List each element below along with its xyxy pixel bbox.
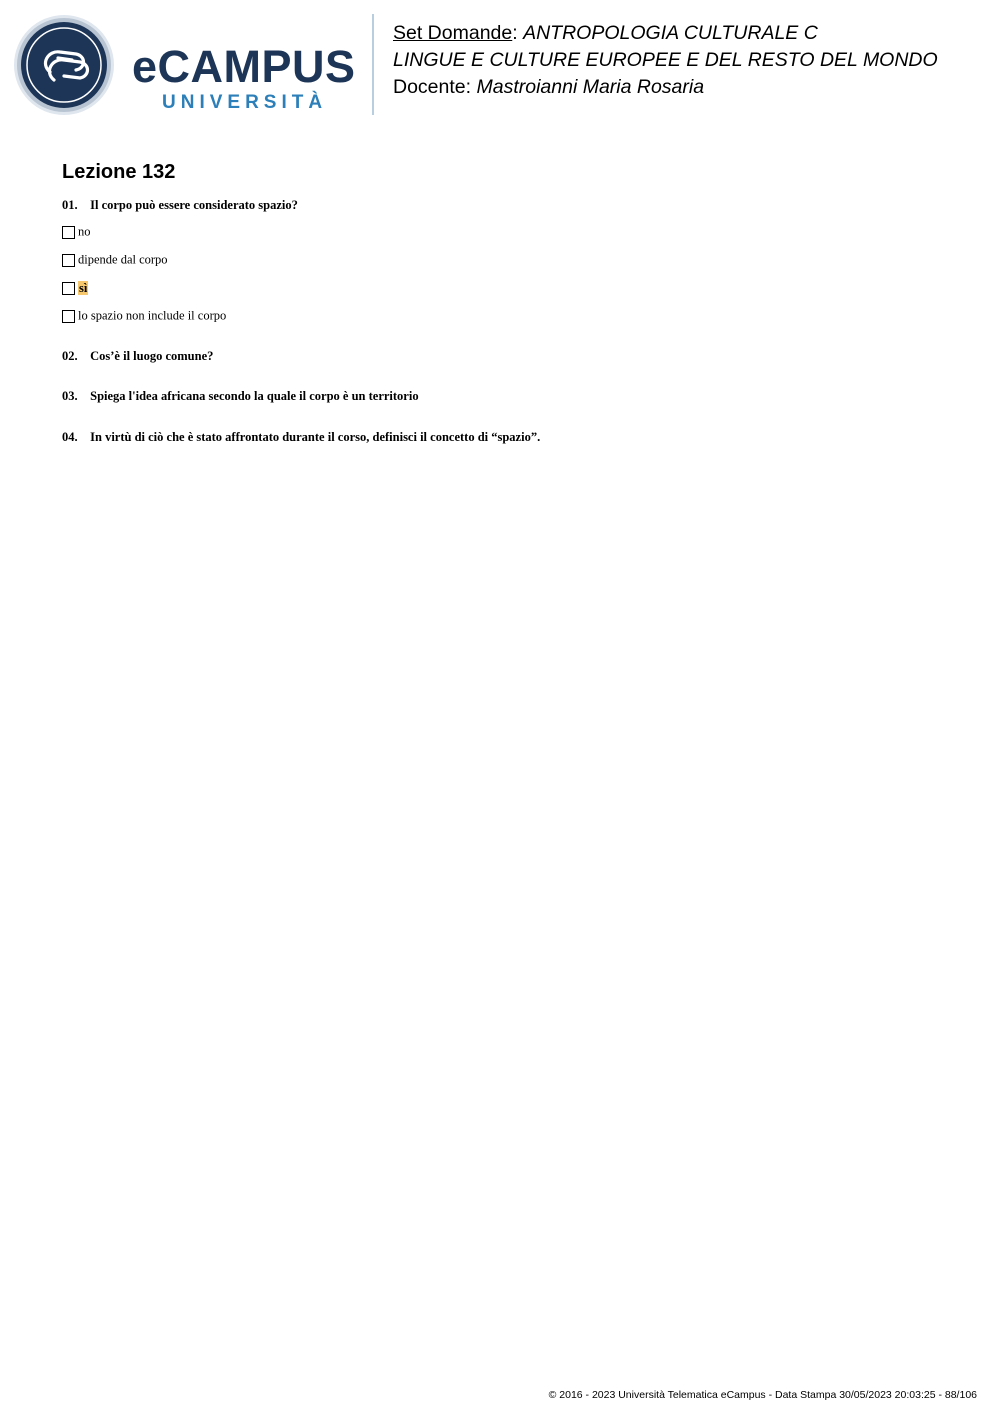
option-label: no bbox=[78, 224, 91, 239]
option-checkbox[interactable] bbox=[62, 226, 75, 239]
teacher-name: Mastroianni Maria Rosaria bbox=[476, 76, 705, 98]
question-text: In virtù di ciò che è stato affrontato durante il corso, definisci il concetto di “spazio”. bbox=[90, 430, 541, 444]
question-number: 03. bbox=[62, 389, 78, 403]
set-separator: : bbox=[512, 22, 518, 44]
logo-subtitle: UNIVERSITÀ bbox=[162, 92, 328, 113]
option-spazio bbox=[62, 308, 226, 324]
option-label: dipende dal corpo bbox=[78, 252, 168, 267]
question-number: 01. bbox=[62, 198, 78, 212]
option-label: lo spazio non include il corpo bbox=[78, 308, 227, 323]
lesson-title: Lezione 132 bbox=[62, 161, 176, 183]
question-01 bbox=[62, 198, 298, 213]
document-header bbox=[393, 20, 938, 101]
course-row bbox=[393, 20, 938, 47]
teacher-label: Docente: bbox=[393, 76, 472, 98]
option-dipende bbox=[62, 252, 168, 268]
option-checkbox[interactable] bbox=[62, 282, 75, 295]
question-text: Spiega l'idea africana secondo la quale il corpo è un territorio bbox=[90, 389, 419, 403]
course-name: ANTROPOLOGIA CULTURALE C bbox=[523, 22, 818, 44]
logo-wordmark: eCAMPUS bbox=[132, 41, 356, 92]
ecampus-logo bbox=[14, 14, 359, 118]
header-divider bbox=[372, 14, 374, 115]
option-checkbox[interactable] bbox=[62, 254, 75, 267]
option-checkbox[interactable] bbox=[62, 310, 75, 323]
question-number: 04. bbox=[62, 430, 78, 444]
option-no bbox=[62, 224, 91, 240]
question-text: Cos’è il luogo comune? bbox=[90, 349, 214, 363]
logo-seal-icon bbox=[14, 15, 114, 115]
question-number: 02. bbox=[62, 349, 78, 363]
question-02 bbox=[62, 349, 213, 364]
page-footer: © 2016 - 2023 Università Telematica eCampus - Data Stampa 30/05/2023 20:03:25 - 88/106 bbox=[548, 1389, 977, 1401]
program-name: LINGUE E CULTURE EUROPEE E DEL RESTO DEL MONDO bbox=[393, 49, 938, 71]
option-si bbox=[62, 280, 88, 296]
question-text: Il corpo può essere considerato spazio? bbox=[90, 198, 298, 212]
question-04 bbox=[62, 430, 540, 445]
option-label-highlighted: sì bbox=[79, 280, 88, 295]
question-03 bbox=[62, 389, 419, 404]
set-label: Set Domande bbox=[393, 22, 513, 44]
teacher-row bbox=[393, 74, 938, 101]
